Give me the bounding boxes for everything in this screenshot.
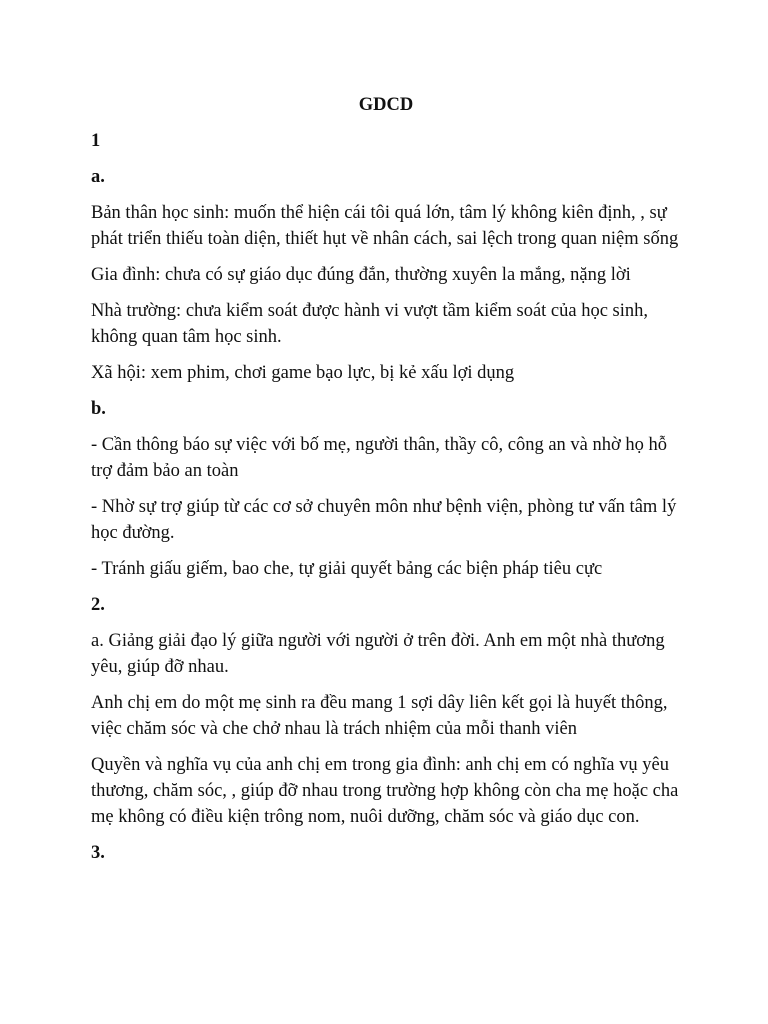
paragraph-family: Gia đình: chưa có sự giáo dục đúng đắn, thường xuyên la mắng, nặng lời xyxy=(91,265,631,285)
paragraph-student-self: Bản thân học sinh: muốn thể hiện cái tôi quá lớn, tâm lý không kiên định, , sự phát triển thiếu toàn diện, thiết hụt về nhân cách, sai lệch trong quan niệm sống xyxy=(91,203,679,249)
document-page xyxy=(91,92,681,876)
section-heading-3: 3. xyxy=(91,843,105,863)
document-title: GDCD xyxy=(358,95,414,115)
paragraph-school: Nhà trường: chưa kiểm soát được hành vi vượt tầm kiểm soát của học sinh, không quan tâm học sinh. xyxy=(91,301,649,347)
subsection-heading-b: b. xyxy=(91,399,106,419)
paragraph-notify: - Cần thông báo sự việc với bố mẹ, người thân, thầy cô, công an và nhờ họ hỗ trợ đảm bảo an toàn xyxy=(91,435,668,481)
paragraph-avoid-hiding: - Tránh giấu giếm, bao che, tự giải quyết bảng các biện pháp tiêu cực xyxy=(91,559,603,579)
paragraph-rights-duties: Quyền và nghĩa vụ của anh chị em trong gia đình: anh chị em có nghĩa vụ yêu thương, chăm sóc, , giúp đỡ nhau trong trường hợp không còn cha mẹ hoặc cha mẹ không có điều kiện trông nom, nuôi dưỡng, chăm sóc và giáo dục con. xyxy=(91,755,679,827)
paragraph-siblings-bond: Anh chị em do một mẹ sinh ra đều mang 1 sợi dây liên kết gọi là huyết thông, việc chăm sóc và che chở nhau là trách nhiệm của mỗi thanh viên xyxy=(91,693,668,739)
section-heading-1: 1 xyxy=(91,131,101,151)
subsection-heading-a: a. xyxy=(91,167,105,187)
paragraph-explain: a. Giảng giải đạo lý giữa người với người ở trên đời. Anh em một nhà thương yêu, giúp đỡ nhau. xyxy=(91,631,665,677)
paragraph-seek-help: - Nhờ sự trợ giúp từ các cơ sở chuyên môn như bệnh viện, phòng tư vấn tâm lý học đường. xyxy=(91,497,677,543)
paragraph-society: Xã hội: xem phim, chơi game bạo lực, bị kẻ xấu lợi dụng xyxy=(91,363,515,383)
section-heading-2: 2. xyxy=(91,595,105,615)
